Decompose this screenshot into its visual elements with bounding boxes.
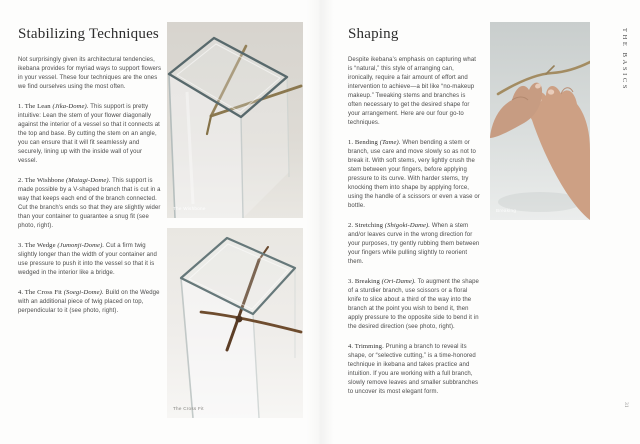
- left-intro-paragraph: Not surprisingly given its architectural tendencies, ikebana provides for myriad ways to support flowers in your vessel. These four techniques are the ones we find ourselves using the most often.: [18, 56, 162, 90]
- photo-caption: Breaking: [496, 208, 517, 213]
- item-text: This support is made possible by a V-shaped branch that is cut in a way that keeps each end of the branch connected. Cut the branch's ends so that they are slightly wider than your container to guarantee a snug fit (see photo, right).: [18, 177, 161, 229]
- right-page-title: Shaping: [348, 26, 399, 42]
- technique-item-stretching: [348, 221, 481, 267]
- technique-item-crossfit: [18, 288, 163, 316]
- item-head: 2. Stretching: [348, 221, 383, 229]
- page-number: 31: [623, 402, 629, 408]
- item-text: Cut a firm twig slightly longer than the width of your container and use pressure to push it into the vessel so that it is wedged in the interior like a bridge.: [18, 242, 157, 276]
- item-head: 4. Trimming.: [348, 342, 384, 350]
- technique-item-wedge: [18, 241, 163, 278]
- crossfit-vase-illustration: [167, 228, 303, 418]
- item-head: 3. Breaking: [348, 277, 380, 285]
- item-term: (Soegi-Dome).: [63, 288, 104, 296]
- left-page-title: Stabilizing Techniques: [18, 26, 159, 42]
- photo-crossfit-vase: [167, 228, 303, 418]
- photo-caption: The Wishbone: [173, 206, 206, 211]
- technique-item-trimming: [348, 342, 481, 397]
- right-intro-paragraph: Despite ikebana’s emphasis on capturing what is “natural,” this style of arranging can, ironically, require a fair amount of effort and intervention to achieve—a bit like “no-makeup makeup.” Tweaking stems and branches is often necessary to get the desired shape for your arrangement. Here are our four go-to techniques.: [348, 56, 477, 126]
- item-head: 2. The Wishbone: [18, 176, 65, 184]
- item-term: (Tame).: [379, 138, 401, 146]
- spread-gutter: [306, 0, 334, 444]
- item-text: When bending a stem or branch, use care and move slowly so as not to break it. With soft stems, very lightly crush the stem between your fingers, before applying pressure to its curve. With harder stems, try knocking them into shape by applying force, using the handle of a scissors or even a vase or bottle.: [348, 139, 480, 209]
- item-text: When a stem and/or leaves curve in the wrong direction for your purposes, try gently rubbing them between your fingers while pulling slightly to reorient them.: [348, 222, 480, 265]
- item-term: (Shigoki-Dame).: [384, 221, 431, 229]
- technique-item-breaking: [348, 277, 481, 332]
- photo-caption: The Cross Fit: [173, 406, 204, 411]
- item-term: (Matagi-Dome).: [66, 176, 111, 184]
- technique-item-bending: [348, 138, 481, 211]
- item-text: This support is pretty intuitive: Lean the stem of your flower diagonally against the interior of a vessel so that it connects at the top and base. By cutting the stem on an angle, you can ensure that it will fit seamlessly and securely, lining up with the inside wall of your vessel.: [18, 103, 160, 164]
- item-term: (Jumonji-Dome).: [57, 241, 105, 249]
- item-head: 4. The Cross Fit: [18, 288, 62, 296]
- photo-breaking-hands: [490, 22, 590, 220]
- left-page-text-column: [18, 26, 163, 326]
- item-head: 1. The Lean: [18, 102, 51, 110]
- item-term: (Jika-Dome).: [52, 102, 89, 110]
- technique-item-wishbone: [18, 176, 163, 231]
- wishbone-vase-illustration: [167, 22, 303, 218]
- technique-item-lean: [18, 102, 163, 166]
- item-text: To augment the shape of a sturdier branch, use scissors or a floral knife to slice about a third of the way into the branch at the point you wish to bend it, then apply pressure to the opposite side to bend it in the desired direction (see photo, right).: [348, 278, 479, 330]
- item-head: 1. Bending: [348, 138, 378, 146]
- item-head: 3. The Wedge: [18, 241, 56, 249]
- hands-bending-branch-illustration: [490, 22, 590, 220]
- right-page-text-column: [348, 26, 481, 407]
- chapter-tab-label: THE BASICS: [621, 28, 628, 92]
- item-text: Build on the Wedge with an additional piece of twig placed on top, perpendicular to it (see photo, right).: [18, 289, 160, 314]
- photo-wishbone-vase: [167, 22, 303, 218]
- item-text: Pruning a branch to reveal its shape, or “selective cutting,” is a time-honored technique in ikebana and takes practice and intuition. If you are working with a full branch, slowly remove leaves and smaller subbranches to uncover its most elegant form.: [348, 343, 479, 395]
- item-term: (Ori-Dame).: [381, 277, 416, 285]
